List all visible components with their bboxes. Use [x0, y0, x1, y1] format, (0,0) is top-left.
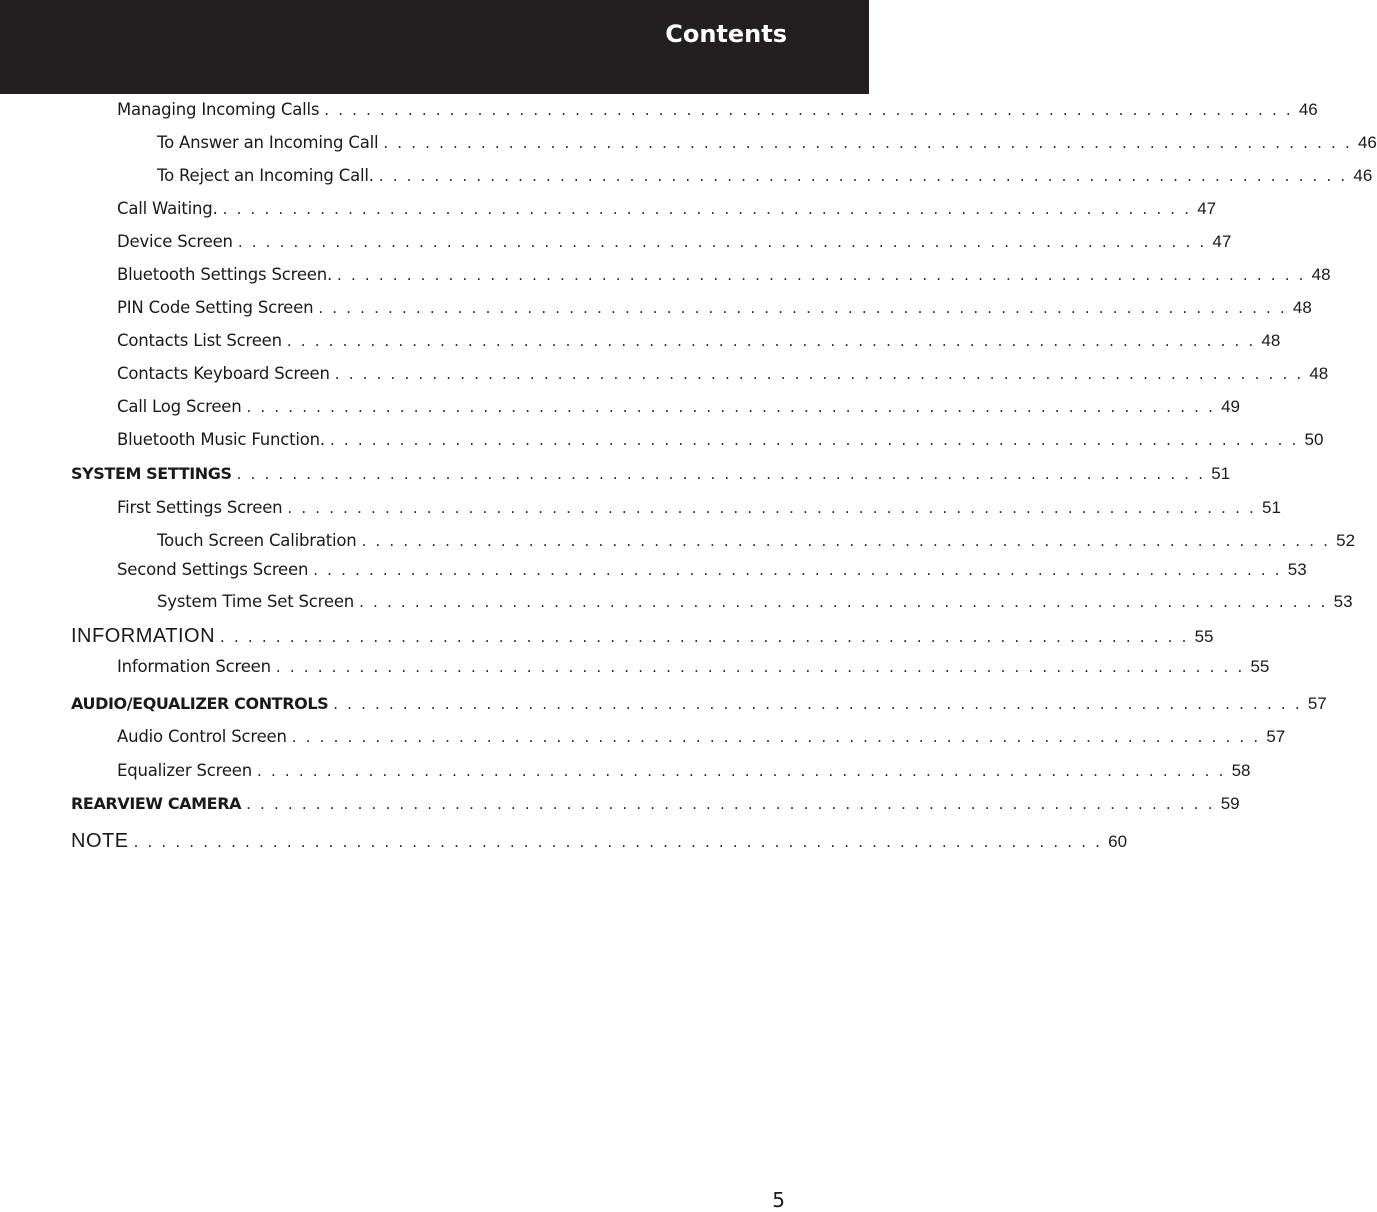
toc-section-label: SYSTEM SETTINGS	[71, 464, 232, 483]
toc-entry-label: Information Screen	[117, 657, 271, 676]
toc-entry[interactable]	[117, 298, 1312, 324]
toc-entry[interactable]	[157, 531, 1356, 557]
dot-leader: . . . . . . . . . . . . . . . . . . . . . . . . . . . . . . . . . . . . . . . . . . . . . . . . . . . . . . . . . . . . . . . . . . . . . .	[222, 200, 1192, 218]
toc-entry-page: 46	[1298, 100, 1318, 119]
page-title: Contents	[665, 20, 787, 48]
toc-entry[interactable]	[117, 761, 1251, 787]
toc-entry-label: To Answer an Incoming Call	[157, 133, 379, 152]
toc-entry-label: Second Settings Screen	[117, 560, 309, 579]
dot-leader: . . . . . . . . . . . . . . . . . . . . . . . . . . . . . . . . . . . . . . . . . . . . . . . . . . . . . . . . . . . . . . . . . . . . . .	[236, 465, 1206, 483]
toc-entry-page: 52	[1336, 531, 1356, 550]
toc-entry[interactable]	[157, 592, 1353, 618]
dot-leader: . . . . . . . . . . . . . . . . . . . . . . . . . . . . . . . . . . . . . . . . . . . . . . . . . . . . . . . . . . . . . . . . . . . . . .	[337, 266, 1306, 284]
toc-section-label: REARVIEW CAMERA	[71, 794, 242, 813]
dot-leader: . . . . . . . . . . . . . . . . . . . . . . . . . . . . . . . . . . . . . . . . . . . . . . . . . . . . . . . . . . . . . . . . . . . . . .	[287, 499, 1256, 517]
toc-entry-page: 48	[1311, 265, 1331, 284]
toc-entry-page: 53	[1287, 560, 1307, 579]
toc-entry-page: 57	[1266, 727, 1286, 746]
header-bar	[0, 0, 869, 94]
dot-leader: . . . . . . . . . . . . . . . . . . . . . . . . . . . . . . . . . . . . . . . . . . . . . . . . . . . . . . . . . . . . . . . . . . . . . .	[313, 561, 1282, 579]
toc-entry-page: 47	[1212, 232, 1232, 251]
toc-entry-page: 51	[1211, 464, 1231, 483]
dot-leader: . . . . . . . . . . . . . . . . . . . . . . . . . . . . . . . . . . . . . . . . . . . . . . . . . . . . . . . . . . . . . . . . . . . . . .	[286, 332, 1256, 350]
toc-entry[interactable]	[117, 331, 1281, 357]
dot-leader: . . . . . . . . . . . . . . . . . . . . . . . . . . . . . . . . . . . . . . . . . . . . . . . . . . . . . . . . . . . . . . . . . . . . . .	[291, 728, 1261, 746]
dot-leader: . . . . . . . . . . . . . . . . . . . . . . . . . . . . . . . . . . . . . . . . . . . . . . . . . . . . . . . . . . . . . . . . . . . . . .	[329, 431, 1299, 449]
toc-entry-label: Audio Control Screen	[117, 727, 287, 746]
toc-entry-page: 49	[1221, 397, 1240, 416]
toc-entry-page: 59	[1220, 794, 1240, 813]
dot-leader: . . . . . . . . . . . . . . . . . . . . . . . . . . . . . . . . . . . . . . . . . . . . . . . . . . . . . . . . . . . . . . . . . . . . . .	[246, 795, 1215, 813]
toc-section-label: INFORMATION	[71, 625, 216, 647]
dot-leader: . . . . . . . . . . . . . . . . . . . . . . . . . . . . . . . . . . . . . . . . . . . . . . . . . . . . . . . . . . . . . . . . . . . . . .	[334, 365, 1304, 383]
toc-entry-page: 55	[1194, 627, 1214, 646]
toc-entry-page: 48	[1261, 331, 1281, 350]
toc-entry-page: 53	[1333, 592, 1353, 611]
toc-section-system-settings[interactable]	[71, 464, 1231, 490]
toc-entry[interactable]	[117, 560, 1307, 586]
toc-section-information[interactable]	[71, 625, 1214, 651]
toc-entry[interactable]	[117, 199, 1217, 225]
toc-entry-page: 48	[1292, 298, 1312, 317]
toc-entry[interactable]	[117, 430, 1324, 456]
toc-entry-label: PIN Code Setting Screen	[117, 298, 314, 317]
toc-section-label: NOTE	[71, 830, 129, 852]
toc-entry-label: Touch Screen Calibration	[157, 531, 357, 550]
dot-leader: . . . . . . . . . . . . . . . . . . . . . . . . . . . . . . . . . . . . . . . . . . . . . . . . . . . . . . . . . . . . . . . . . . . . . .	[359, 593, 1328, 611]
dot-leader: . . . . . . . . . . . . . . . . . . . . . . . . . . . . . . . . . . . . . . . . . . . . . . . . . . . . . . . . . . . . . . . . . . . . . .	[361, 532, 1331, 550]
toc-entry-page: 46	[1353, 166, 1373, 185]
dot-leader: . . . . . . . . . . . . . . . . . . . . . . . . . . . . . . . . . . . . . . . . . . . . . . . . . . . . . . . . . . . . . . . . . . . . . .	[257, 762, 1226, 780]
toc-entry-page: 48	[1309, 364, 1329, 383]
toc-entry-page: 51	[1261, 498, 1281, 517]
toc-entry-page: 47	[1197, 199, 1217, 218]
dot-leader: . . . . . . . . . . . . . . . . . . . . . . . . . . . . . . . . . . . . . . . . . . . . . . . . . . . . . . . . . . . . . . . . . . . . . .	[246, 398, 1216, 416]
toc-entry-label: System Time Set Screen	[157, 592, 355, 611]
toc-entry[interactable]	[117, 364, 1329, 390]
toc-entry-label: Call Log Screen	[117, 397, 242, 416]
toc-entry-page: 55	[1250, 657, 1270, 676]
toc-entry-page: 58	[1231, 761, 1251, 780]
toc-entry-page: 57	[1307, 694, 1327, 713]
toc-entry-label: Call Waiting.	[117, 199, 218, 218]
dot-leader: . . . . . . . . . . . . . . . . . . . . . . . . . . . . . . . . . . . . . . . . . . . . . . . . . . . . . . . . . . . . . . . . . . . . . .	[133, 833, 1103, 851]
toc-section-rearview-camera[interactable]	[71, 794, 1240, 820]
toc-entry[interactable]	[117, 498, 1281, 524]
toc-entry-label: Managing Incoming Calls	[117, 100, 320, 119]
toc-entry[interactable]	[157, 166, 1373, 192]
toc-entry[interactable]	[117, 232, 1232, 258]
toc-entry[interactable]	[117, 265, 1331, 291]
toc-entry-label: Device Screen	[117, 232, 233, 251]
toc-entry-page: 50	[1304, 430, 1324, 449]
toc-entry[interactable]	[117, 100, 1318, 126]
toc-section-label: AUDIO/EQUALIZER CONTROLS	[71, 694, 329, 713]
toc-entry-label: Bluetooth Settings Screen.	[117, 265, 333, 284]
toc-entry[interactable]	[117, 397, 1240, 423]
toc-section-audio-equalizer[interactable]	[71, 694, 1327, 720]
dot-leader: . . . . . . . . . . . . . . . . . . . . . . . . . . . . . . . . . . . . . . . . . . . . . . . . . . . . . . . . . . . . . . . . . . . . . .	[220, 628, 1189, 646]
toc-entry-page: 60	[1108, 832, 1128, 851]
toc-entry-label: Contacts List Screen	[117, 331, 282, 350]
toc-entry-label: First Settings Screen	[117, 498, 283, 517]
dot-leader: . . . . . . . . . . . . . . . . . . . . . . . . . . . . . . . . . . . . . . . . . . . . . . . . . . . . . . . . . . . . . . . . . . . . . .	[333, 695, 1302, 713]
dot-leader: . . . . . . . . . . . . . . . . . . . . . . . . . . . . . . . . . . . . . . . . . . . . . . . . . . . . . . . . . . . . . . . . . . . . . .	[275, 658, 1245, 676]
toc-entry[interactable]	[117, 727, 1286, 753]
toc-entry[interactable]	[157, 133, 1377, 159]
dot-leader: . . . . . . . . . . . . . . . . . . . . . . . . . . . . . . . . . . . . . . . . . . . . . . . . . . . . . . . . . . . . . . . . . . . . . .	[237, 233, 1207, 251]
toc-entry-label: To Reject an Incoming Call.	[157, 166, 374, 185]
dot-leader: . . . . . . . . . . . . . . . . . . . . . . . . . . . . . . . . . . . . . . . . . . . . . . . . . . . . . . . . . . . . . . . . . . . . . .	[318, 299, 1287, 317]
toc-entry-label: Bluetooth Music Function.	[117, 430, 325, 449]
dot-leader: . . . . . . . . . . . . . . . . . . . . . . . . . . . . . . . . . . . . . . . . . . . . . . . . . . . . . . . . . . . . . . . . . . . . . .	[378, 167, 1348, 185]
toc-entry[interactable]	[117, 657, 1270, 683]
toc-entry-label: Contacts Keyboard Screen	[117, 364, 330, 383]
toc-section-note[interactable]	[71, 830, 1128, 856]
dot-leader: . . . . . . . . . . . . . . . . . . . . . . . . . . . . . . . . . . . . . . . . . . . . . . . . . . . . . . . . . . . . . . . . . . . . . .	[383, 134, 1352, 152]
page-number: 5	[772, 1188, 785, 1212]
toc-entry-label: Equalizer Screen	[117, 761, 253, 780]
dot-leader: . . . . . . . . . . . . . . . . . . . . . . . . . . . . . . . . . . . . . . . . . . . . . . . . . . . . . . . . . . . . . . . . . . . . . .	[324, 101, 1293, 119]
toc-entry-page: 46	[1357, 133, 1377, 152]
